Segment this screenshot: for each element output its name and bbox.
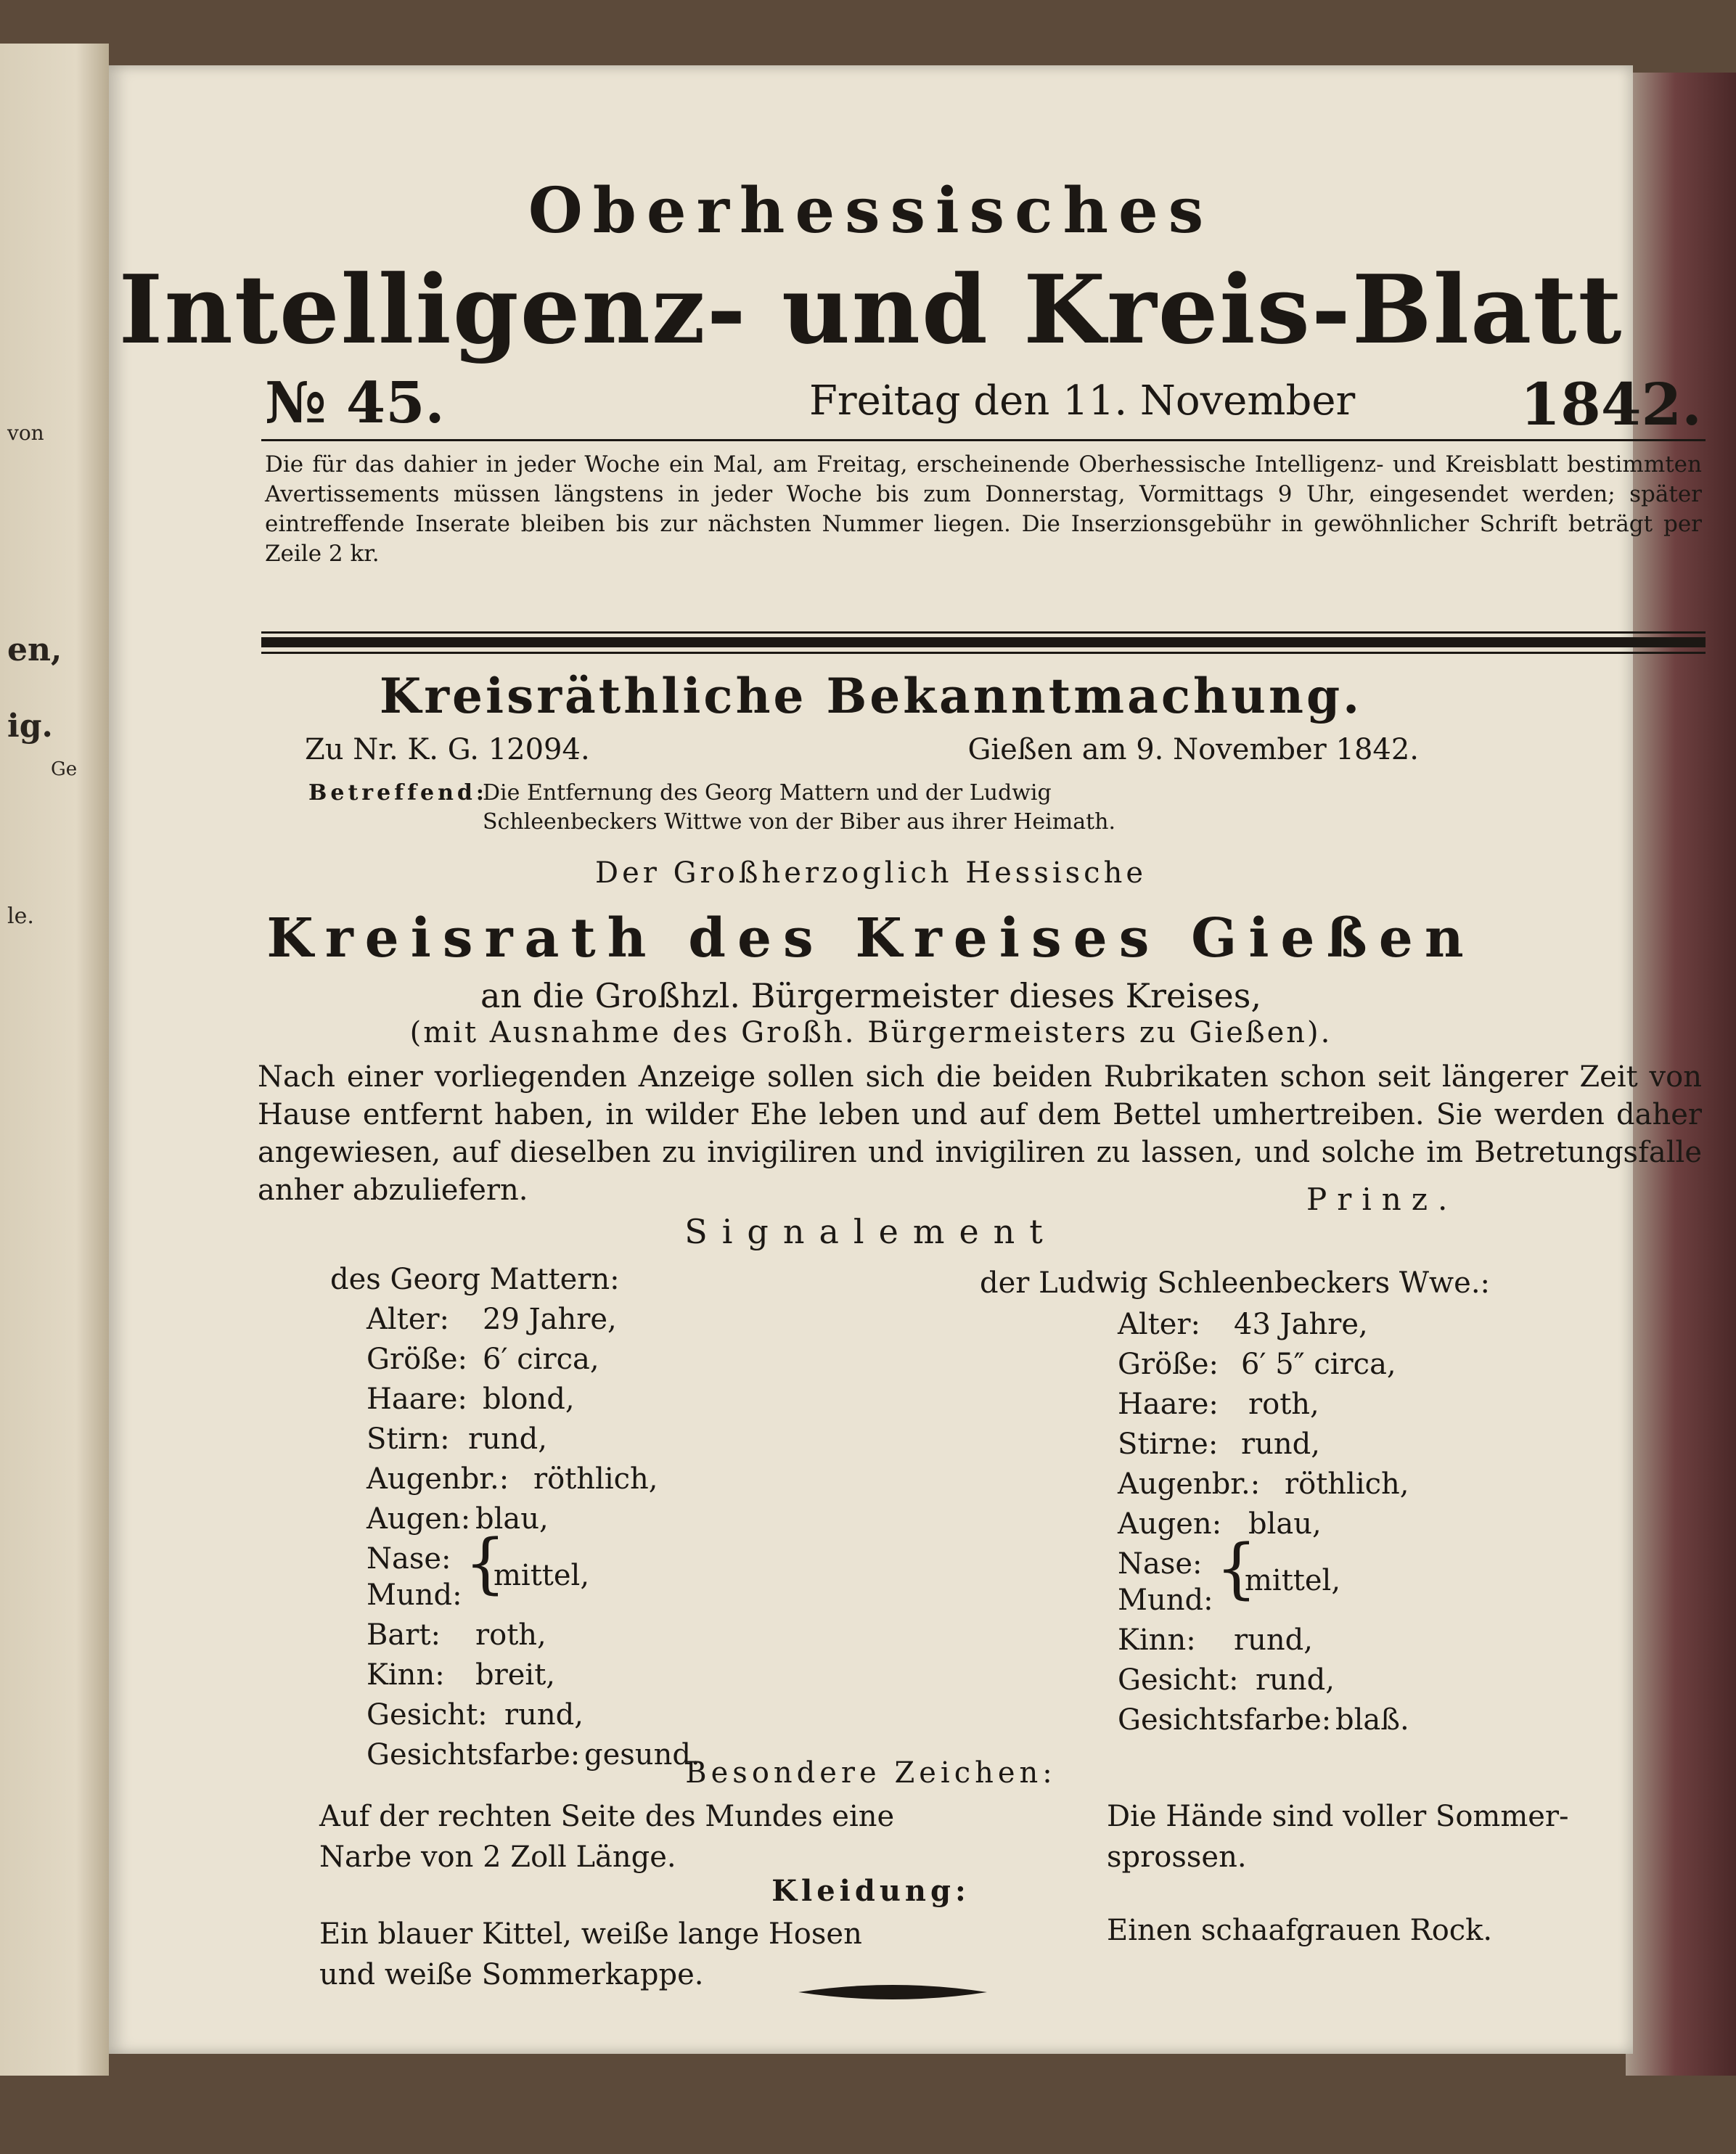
text-line: Die Hände sind voller Sommer- <box>1107 1800 1569 1833</box>
issue-number: № 45. <box>265 370 445 436</box>
place-date: Gießen am 9. November 1842. <box>967 733 1419 766</box>
field-value: 6′ circa, <box>483 1343 599 1376</box>
signalement-field <box>1118 1308 1368 1341</box>
signalement-field <box>1118 1428 1320 1461</box>
person-heading: des Georg Mattern: <box>330 1263 620 1296</box>
masthead-title-line1: Oberhessisches <box>528 174 1214 247</box>
edge-fragment: von <box>7 421 44 445</box>
nase-mund-value: mittel, <box>494 1559 590 1592</box>
field-label: Augenbr.: <box>1118 1467 1261 1501</box>
signalement-field <box>367 1658 555 1692</box>
signalement-field <box>1118 1623 1313 1657</box>
signature: Prinz. <box>1306 1182 1458 1217</box>
mund-label: Mund: <box>1118 1584 1213 1617</box>
divider-rule <box>261 652 1706 654</box>
field-label: Alter: <box>367 1303 450 1336</box>
field-label: Augen: <box>1118 1507 1222 1541</box>
besondere-heading: Besondere Zeichen: <box>685 1756 1057 1790</box>
field-label: Kinn: <box>1118 1623 1196 1657</box>
brace-glyph: { <box>464 1526 507 1602</box>
mund-label: Mund: <box>367 1578 462 1612</box>
reference-number: Zu Nr. K. G. 12094. <box>305 733 590 766</box>
field-value: rund, <box>1256 1663 1335 1697</box>
person-heading: der Ludwig Schleenbeckers Wwe.: <box>980 1266 1491 1300</box>
signalement-field <box>367 1698 584 1732</box>
field-label: Haare: <box>1118 1388 1219 1421</box>
issue-year: 1842. <box>1520 370 1702 438</box>
edge-fragment: Ge <box>51 758 78 780</box>
field-value: breit, <box>475 1658 555 1692</box>
edge-fragment: en, <box>7 631 62 668</box>
nase-mund-value: mittel, <box>1245 1564 1341 1597</box>
divider-rule <box>261 631 1706 634</box>
edge-fragment: ig. <box>7 708 53 745</box>
field-value: roth, <box>475 1618 546 1652</box>
field-label: Haare: <box>367 1383 467 1416</box>
field-value: röthlich, <box>533 1462 658 1496</box>
kleidung-right: Einen schaafgrauen Rock. <box>1107 1914 1493 1947</box>
signalement-field <box>1118 1348 1396 1381</box>
besondere-right <box>1107 1796 1569 1877</box>
field-value: rund, <box>1234 1623 1313 1657</box>
field-label: Größe: <box>1118 1348 1219 1381</box>
field-label: Stirne: <box>1118 1428 1219 1461</box>
divider-rule-heavy <box>261 637 1706 647</box>
field-label: Stirn: <box>367 1422 450 1456</box>
field-value: roth, <box>1248 1388 1319 1421</box>
signalement-field <box>367 1343 599 1376</box>
field-value: rund, <box>468 1422 547 1456</box>
field-label: Alter: <box>1118 1308 1201 1341</box>
besondere-left <box>319 1796 894 1877</box>
addressee-line1: an die Großhzl. Bürgermeister dieses Kreises, <box>480 976 1261 1015</box>
signalement-field <box>367 1422 547 1456</box>
announcement-heading: Kreisräthliche Bekanntmachung. <box>379 668 1363 724</box>
kleidung-heading: Kleidung: <box>771 1874 970 1908</box>
masthead-title-line2: Intelligenz- und Kreis-Blatt <box>118 254 1624 365</box>
betreffend-label: Betreffend: <box>308 780 488 806</box>
field-value: 43 Jahre, <box>1234 1308 1368 1341</box>
issue-date: Freitag den 11. November <box>809 377 1356 425</box>
field-label: Augen: <box>367 1502 471 1536</box>
field-value: 29 Jahre, <box>483 1303 617 1336</box>
field-value: rund, <box>1241 1428 1320 1461</box>
signalement-field <box>367 1383 575 1416</box>
field-value: blau, <box>1248 1507 1322 1541</box>
brace-glyph: { <box>1216 1531 1258 1607</box>
facing-page-left <box>0 44 109 2076</box>
field-value: röthlich, <box>1285 1467 1409 1501</box>
betreffend-text: Schleenbeckers Wittwe von der Biber aus ihrer Heimath. <box>483 809 1116 835</box>
text-line: sprossen. <box>1107 1840 1247 1874</box>
field-value: blaß. <box>1335 1703 1409 1737</box>
nase-label: Nase: <box>367 1542 451 1576</box>
field-label: Bart: <box>367 1618 441 1652</box>
field-label: Gesicht: <box>1118 1663 1239 1697</box>
field-value: blau, <box>475 1502 549 1536</box>
signalement-field <box>367 1618 546 1652</box>
field-label: Gesicht: <box>367 1698 488 1732</box>
signalement-field <box>367 1502 549 1536</box>
announcement-body: Nach einer vorliegenden Anzeige sollen sich die beiden Rubrikaten schon seit längerer Zeit von Hause entfernt haben, in wilder Ehe leben und auf dem Bettel umhertreiben. Sie werden daher angewiesen, auf dieselben zu invigiliren und invigiliren zu lassen, und solche im Betretungsfalle anher abzuliefern. <box>258 1060 1702 1207</box>
field-value: gesund. <box>584 1738 700 1772</box>
signalement-field <box>1118 1703 1409 1737</box>
betreffend-text: Die Entfernung des Georg Mattern und der Ludwig <box>483 780 1052 806</box>
field-label: Gesichtsfarbe: <box>367 1738 581 1772</box>
field-value: 6′ 5″ circa, <box>1241 1348 1396 1381</box>
addressee-line2: (mit Ausnahme des Großh. Bürgermeisters zu Gießen). <box>409 1016 1332 1049</box>
text-line: Auf der rechten Seite des Mundes eine <box>319 1800 895 1833</box>
kleidung-left <box>319 1914 862 1995</box>
field-label: Gesichtsfarbe: <box>1118 1703 1332 1737</box>
signalement-field <box>367 1303 617 1336</box>
signalement-field <box>1118 1663 1335 1697</box>
closing-ornament-icon <box>798 1978 987 2007</box>
field-value: rund, <box>504 1698 584 1732</box>
authority-line1: Der Großherzoglich Hessische <box>595 856 1147 890</box>
divider-rule <box>261 439 1706 441</box>
authority-line2: Kreisrath des Kreises Gießen <box>266 907 1475 970</box>
signalement-heading: Signalement <box>684 1212 1057 1251</box>
text-line: Ein blauer Kittel, weiße lange Hosen <box>319 1917 862 1951</box>
signalement-field <box>1118 1388 1319 1421</box>
field-label: Kinn: <box>367 1658 445 1692</box>
edge-fragment: le. <box>7 904 34 929</box>
nase-label: Nase: <box>1118 1547 1203 1581</box>
subscription-notice: Die für das dahier in jeder Woche ein Mal, am Freitag, erscheinende Oberhessische Intelligenz- und Kreisblatt bestimmten Avertissements müssen längstens in jeder Woche bis zum Donnerstag, Vormittags 9 Uhr, eingesendet werden; später eintreffende Inserate bleiben bis zur nächsten Nummer liegen. Die Inserzionsgebühr in gewöhnlicher Schrift beträgt per Zeile 2 kr. <box>265 451 1702 567</box>
signalement-field <box>367 1462 658 1496</box>
field-label: Größe: <box>367 1343 468 1376</box>
field-label: Augenbr.: <box>367 1462 509 1496</box>
issue-line <box>265 370 1702 443</box>
text-line: und weiße Sommerkappe. <box>319 1958 704 1991</box>
field-value: blond, <box>483 1383 575 1416</box>
signalement-field <box>1118 1467 1409 1501</box>
text-line: Narbe von 2 Zoll Länge. <box>319 1840 676 1874</box>
newspaper-page <box>109 65 1702 2054</box>
